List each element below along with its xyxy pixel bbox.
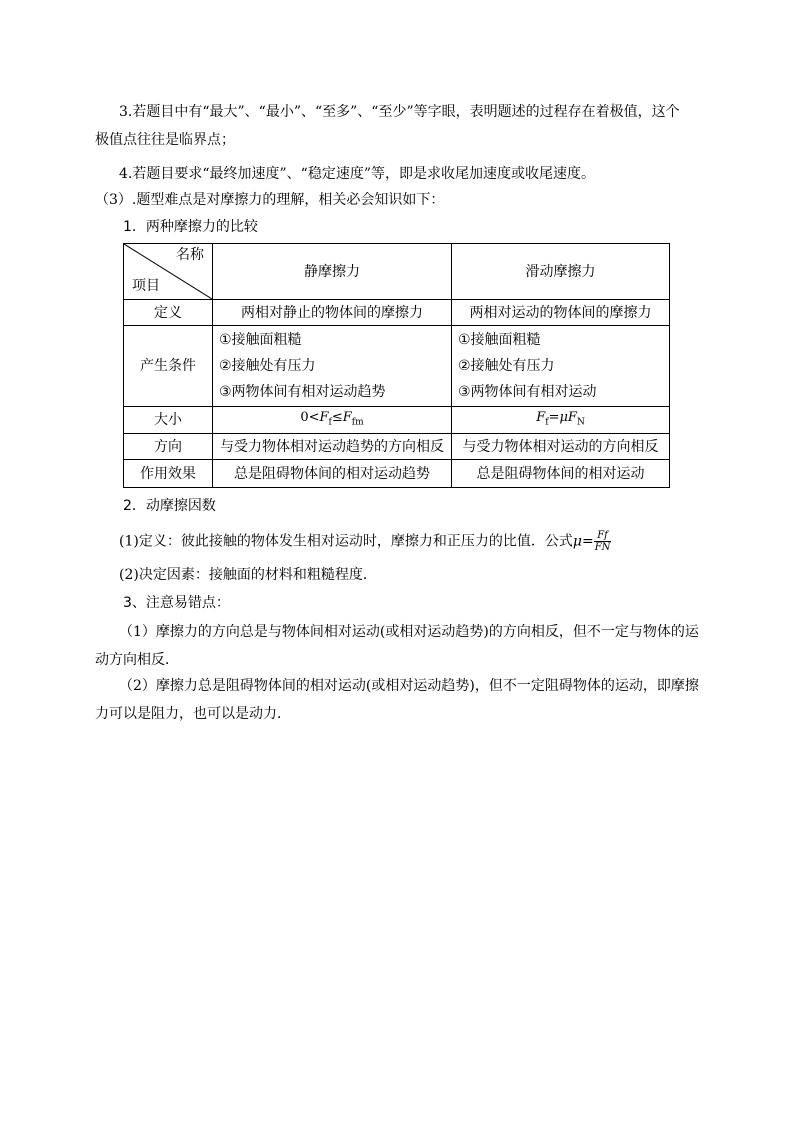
note2-line2: 力可以是阻力，也可以是动力． bbox=[95, 706, 291, 722]
cell-static-direction: 与受力物体相对运动趋势的方向相反 bbox=[213, 434, 452, 460]
corner-item-label: 项目 bbox=[132, 278, 160, 294]
table-row bbox=[124, 407, 670, 434]
cell-sliding-effect: 总是阻碍物体间的相对运动 bbox=[452, 460, 670, 488]
condition-item: ②接触处有压力 bbox=[219, 358, 316, 374]
item4: 4.若题目要求“最终加速度”、“稳定速度”等，即是求收尾加速度或收尾速度。 bbox=[119, 166, 595, 182]
condition-item: ②接触处有压力 bbox=[458, 358, 555, 374]
note1-line2: 动方向相反． bbox=[95, 652, 179, 668]
corner-name-label: 名称 bbox=[176, 247, 204, 263]
row-label-effect: 作用效果 bbox=[124, 460, 213, 488]
cell-static-conditions bbox=[213, 326, 452, 407]
item3-line2: 极值点往往是临界点； bbox=[95, 132, 235, 148]
condition-item: ①接触面粗糙 bbox=[219, 332, 302, 348]
cell-sliding-magnitude: $F_f=\mu F_N$ bbox=[452, 407, 670, 434]
cell-sliding-conditions bbox=[452, 326, 670, 407]
condition-item: ①接触面粗糙 bbox=[458, 332, 541, 348]
cell-static-magnitude: $0<F_f\le F_{fm}$ bbox=[213, 407, 452, 434]
difficulty-heading: （3）.题型难点是对摩擦力的理解，相关必会知识如下： bbox=[95, 192, 445, 208]
header-static-friction: 静摩擦力 bbox=[213, 244, 452, 300]
cell-static-definition: 两相对静止的物体间的摩擦力 bbox=[213, 300, 452, 326]
row-label-direction: 方向 bbox=[124, 434, 213, 460]
friction-coefficient-definition: (1)定义：彼此接触的物体发生相对运动时，摩擦力和正压力的比值．公式μ= $\frac{Ff}{FN}$ bbox=[119, 530, 611, 553]
row-label-definition: 定义 bbox=[124, 300, 213, 326]
condition-item: ③两物体间有相对运动 bbox=[458, 384, 597, 400]
friction-coefficient-factors: (2)决定因素：接触面的材料和粗糙程度． bbox=[119, 567, 377, 583]
section3-title: 3、注意易错点： bbox=[123, 595, 230, 611]
section2-title: 2．动摩擦因数 bbox=[123, 498, 216, 514]
note1-line1: （1）摩擦力的方向总是与物体间相对运动(或相对运动趋势)的方向相反，但不一定与物体的运 bbox=[119, 624, 699, 640]
table-row bbox=[124, 300, 670, 326]
table-row bbox=[124, 460, 670, 488]
note2-line1: （2）摩擦力总是阻碍物体间的相对运动(或相对运动趋势)，但不一定阻碍物体的运动，即摩擦 bbox=[119, 678, 699, 694]
friction-comparison-table bbox=[123, 243, 670, 488]
row-label-conditions: 产生条件 bbox=[124, 326, 213, 407]
cell-sliding-definition: 两相对运动的物体间的摩擦力 bbox=[452, 300, 670, 326]
corner-cell bbox=[124, 244, 213, 300]
fraction-ff-fn: $\frac{Ff}{FN}$ bbox=[594, 530, 611, 553]
section1-title: 1．两种摩擦力的比较 bbox=[123, 219, 258, 235]
cell-static-effect: 总是阻碍物体间的相对运动趋势 bbox=[213, 460, 452, 488]
table-row bbox=[124, 434, 670, 460]
condition-item: ③两物体间有相对运动趋势 bbox=[219, 384, 386, 400]
row-label-magnitude: 大小 bbox=[124, 407, 213, 434]
table-row bbox=[124, 326, 670, 407]
cell-sliding-direction: 与受力物体相对运动的方向相反 bbox=[452, 434, 670, 460]
mu-symbol: μ= bbox=[572, 533, 594, 550]
table-header-row bbox=[124, 244, 670, 300]
item3-line1: 3.若题目中有“最大”、“最小”、“至多”、“至少”等字眼，表明题述的过程存在着极值，这个 bbox=[119, 104, 680, 120]
header-sliding-friction: 滑动摩擦力 bbox=[452, 244, 670, 300]
